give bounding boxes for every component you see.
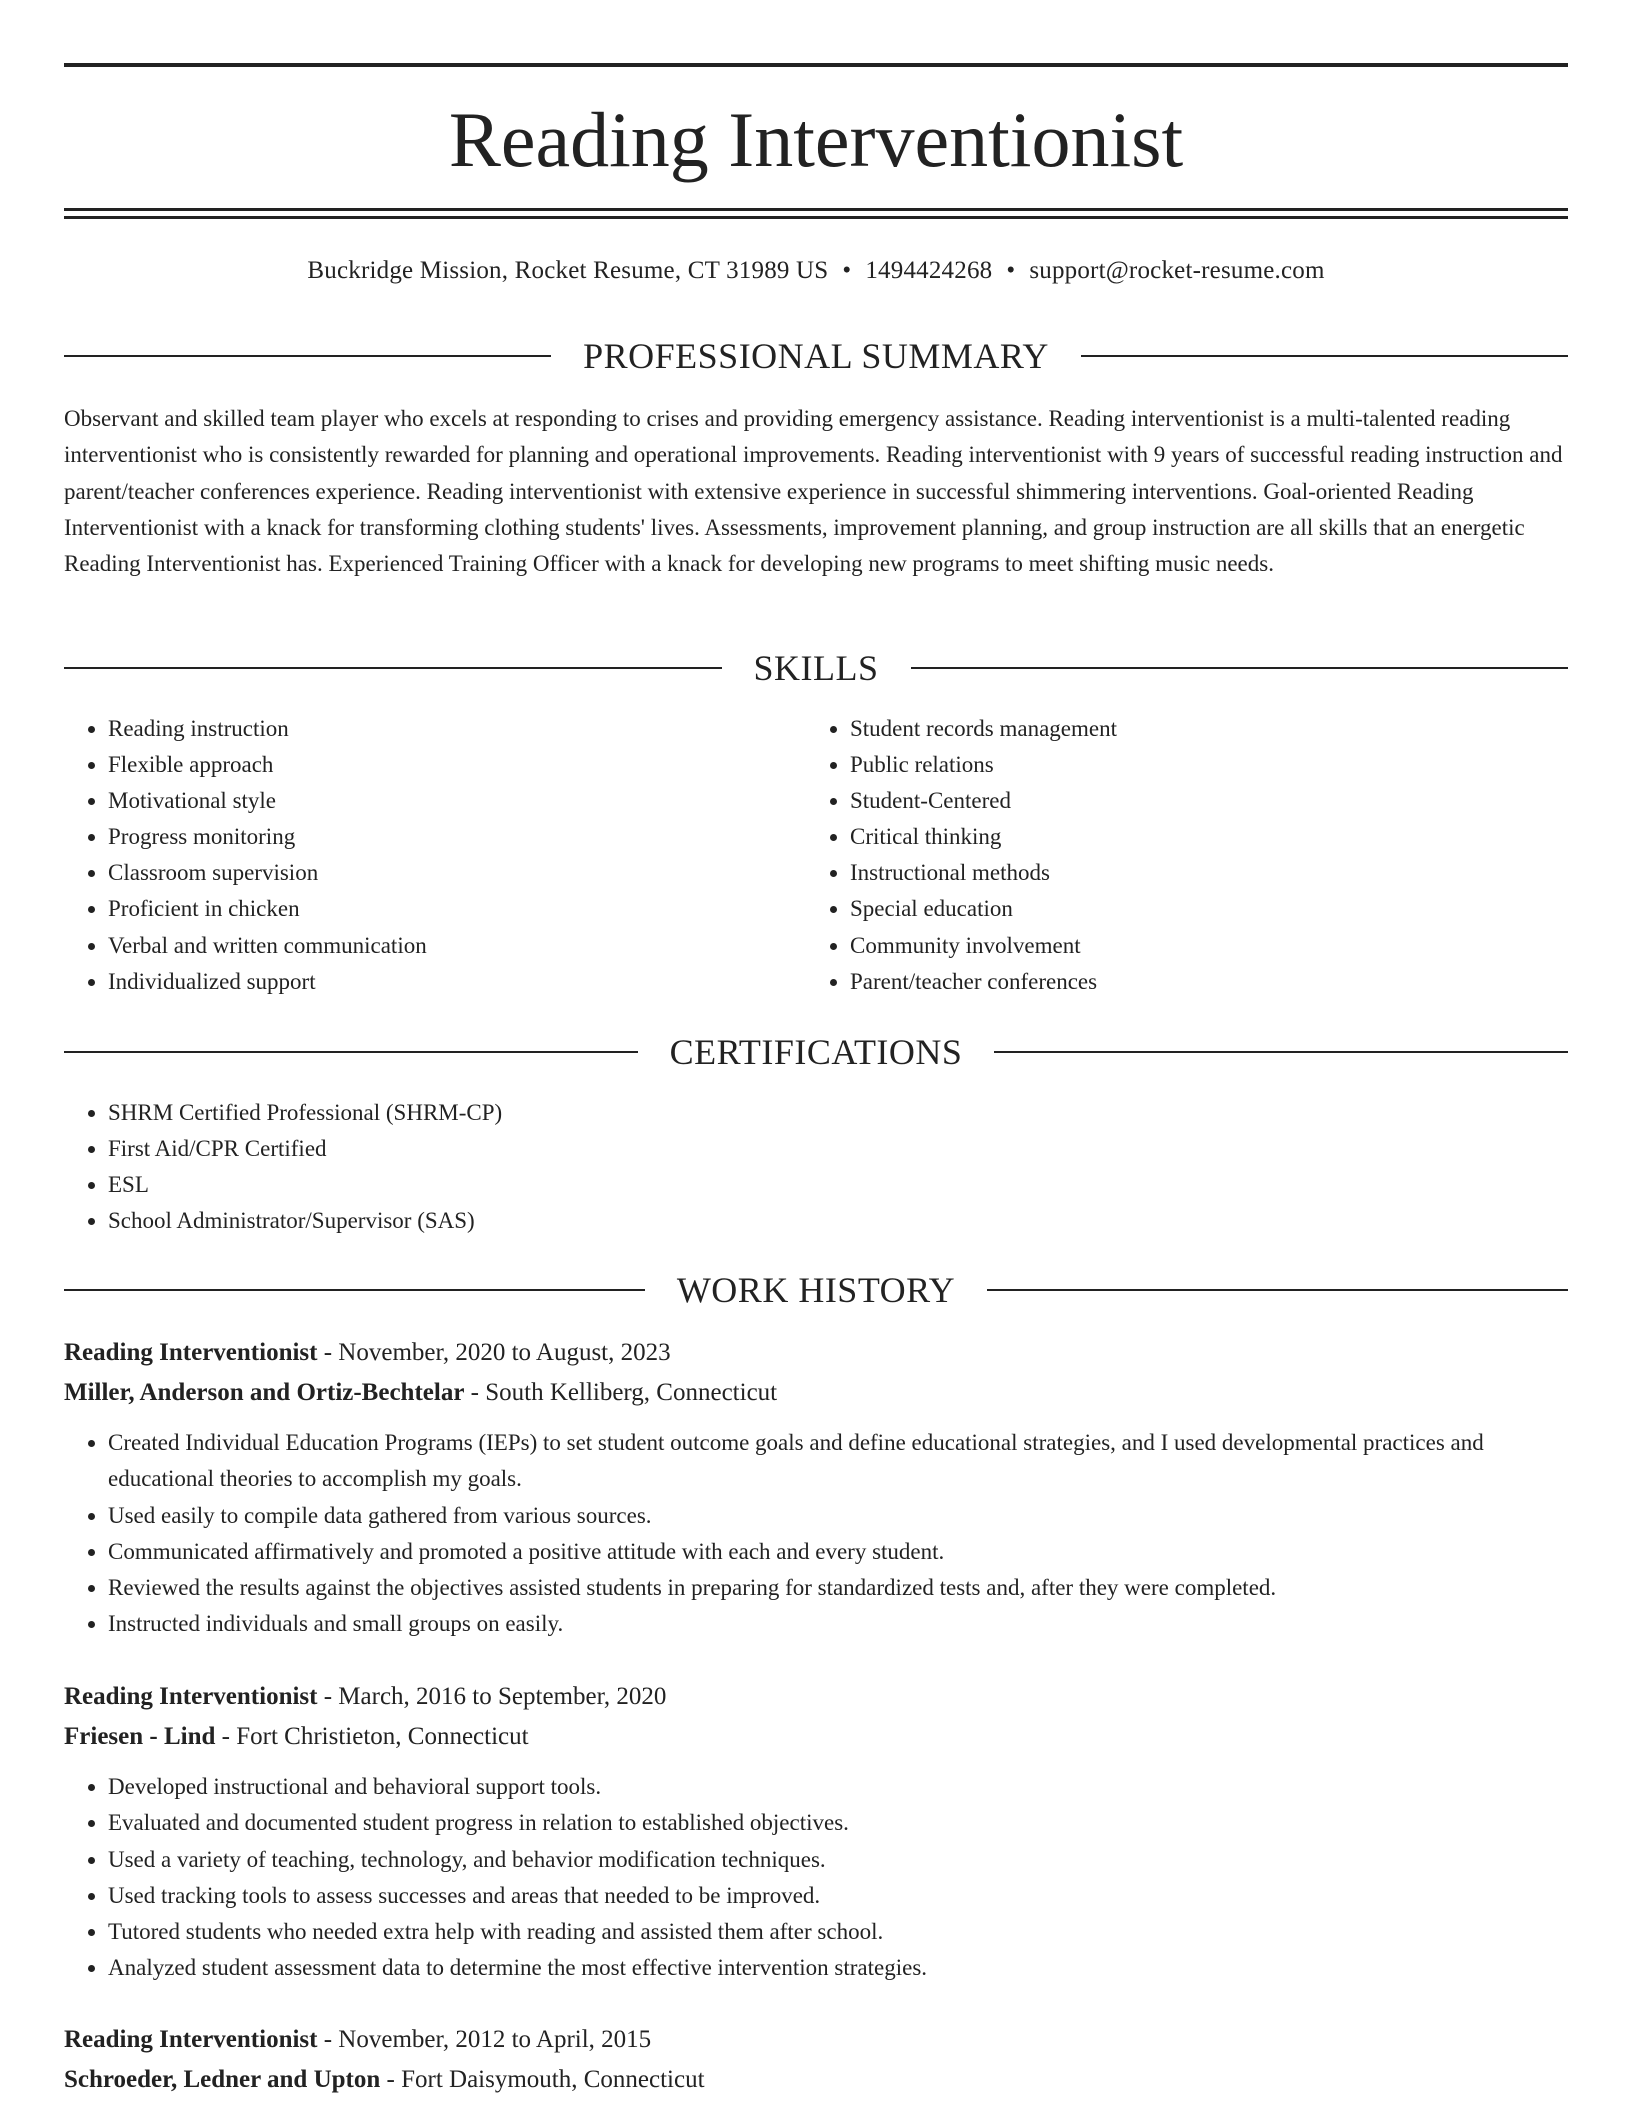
section-heading-summary <box>64 334 1568 378</box>
contact-separator: • <box>842 257 852 284</box>
job-role-line <box>64 1333 1568 1373</box>
double-rule <box>64 208 1568 219</box>
skills-column-right <box>806 711 1548 1000</box>
certification-item: • ESL <box>108 1167 1568 1203</box>
skill-item: • Community involvement <box>850 928 1548 964</box>
job-bullet: • Reviewed the results against the objectives assisted students in preparing for standardized tests and, after they were completed. <box>108 1570 1568 1606</box>
job-bullets <box>64 1425 1568 1643</box>
skill-item: • Parent/teacher conferences <box>850 964 1548 1000</box>
job-company-line <box>64 1373 1568 1413</box>
job-bullet: • Communicated affirmatively and promoted a positive attitude with each and every student. <box>108 1534 1568 1570</box>
skill-item: • Progress monitoring <box>108 819 806 855</box>
skill-item: • Student records management <box>850 711 1548 747</box>
job-company-line <box>64 1717 1568 1757</box>
section-title: SKILLS <box>753 648 879 688</box>
job-dates: - March, 2016 to September, 2020 <box>317 1683 667 1710</box>
contact-email[interactable]: support@rocket-resume.com <box>1029 257 1325 284</box>
contact-separator: • <box>1006 257 1016 284</box>
skill-item: • Critical thinking <box>850 819 1548 855</box>
summary-text: Observant and skilled team player who excels at responding to crises and providing emergency assistance. Reading interventionist is a multi-talented reading interventionist who is consistently rewarded for planning and operational improvements. Reading interventionist with 9 years of successful reading instruction and parent/teacher conferences experience. Reading interventionist with extensive experience in successful shimmering interventions. Goal-oriented Reading Interventionist with a knack for transforming clothing students' lives. Assessments, improvement planning, and group instruction are all skills that an energetic Reading Interventionist has. Experienced Training Officer with a knack for developing new programs to meet shifting music needs. <box>64 406 1563 577</box>
heading-rule <box>64 1289 645 1291</box>
skill-item: • Verbal and written communication <box>108 928 806 964</box>
heading-rule <box>994 1051 1568 1053</box>
job-title: Reading Interventionist <box>64 1683 318 1710</box>
certification-item: • SHRM Certified Professional (SHRM-CP) <box>108 1095 1568 1131</box>
section-title: CERTIFICATIONS <box>669 1032 963 1072</box>
section-title: PROFESSIONAL SUMMARY <box>583 336 1049 376</box>
section-heading-certifications <box>64 1030 1568 1074</box>
skill-item: • Flexible approach <box>108 747 806 783</box>
contact-line <box>64 256 1568 286</box>
job-company-line <box>64 2060 1568 2100</box>
section-heading-work-history <box>64 1268 1568 1312</box>
heading-rule <box>64 1051 638 1053</box>
job-title: Reading Interventionist <box>64 2026 318 2053</box>
skill-item: • Reading instruction <box>108 711 806 747</box>
contact-address: Buckridge Mission, Rocket Resume, CT 31989 US <box>307 257 829 284</box>
job-entry <box>64 2020 1568 2100</box>
skill-item: • Student-Centered <box>850 783 1548 819</box>
job-bullet: • Evaluated and documented student progress in relation to established objectives. <box>108 1805 1568 1841</box>
skill-item: • Special education <box>850 891 1548 927</box>
section-heading-skills <box>64 646 1568 690</box>
job-bullet: • Used tracking tools to assess successes and areas that needed to be improved. <box>108 1878 1568 1914</box>
job-entry <box>64 1333 1568 1643</box>
skill-item: • Public relations <box>850 747 1548 783</box>
skill-item: • Motivational style <box>108 783 806 819</box>
skill-item: • Proficient in chicken <box>108 891 806 927</box>
job-bullet: • Tutored students who needed extra help with reading and assisted them after school. <box>108 1914 1568 1950</box>
job-bullet: • Created Individual Education Programs (IEPs) to set student outcome goals and define educational strategies, and I used developmental practices and educational theories to accomplish my goals. <box>108 1425 1568 1498</box>
job-role-line <box>64 1677 1568 1717</box>
certification-item: • First Aid/CPR Certified <box>108 1131 1568 1167</box>
job-company: Friesen - Lind <box>64 1723 216 1750</box>
job-entry <box>64 1677 1568 1987</box>
job-location: - Fort Christieton, Connecticut <box>215 1723 529 1750</box>
skills-list <box>64 711 1568 1000</box>
skill-item: • Instructional methods <box>850 855 1548 891</box>
skill-item: • Classroom supervision <box>108 855 806 891</box>
job-bullet: • Analyzed student assessment data to determine the most effective intervention strategies. <box>108 1950 1568 1986</box>
job-role-line <box>64 2020 1568 2060</box>
job-title: Reading Interventionist <box>64 1339 318 1366</box>
job-bullet: • Used easily to compile data gathered from various sources. <box>108 1498 1568 1534</box>
heading-rule <box>1081 355 1568 357</box>
heading-rule <box>987 1289 1568 1291</box>
heading-rule <box>911 667 1569 669</box>
heading-rule <box>64 667 722 669</box>
job-company: Schroeder, Ledner and Upton <box>64 2066 381 2093</box>
skills-column-left <box>64 711 806 1000</box>
top-rule <box>64 63 1568 67</box>
job-bullets <box>64 1769 1568 1987</box>
certifications-list <box>64 1095 1568 1239</box>
job-company: Miller, Anderson and Ortiz-Bechtelar <box>64 1379 465 1406</box>
job-location: - Fort Daisymouth, Connecticut <box>380 2066 705 2093</box>
resume-name: Reading Interventionist <box>448 96 1184 183</box>
skill-item: • Individualized support <box>108 964 806 1000</box>
job-dates: - November, 2020 to August, 2023 <box>317 1339 671 1366</box>
section-title: WORK HISTORY <box>676 1270 956 1310</box>
job-bullet: • Used a variety of teaching, technology, and behavior modification techniques. <box>108 1842 1568 1878</box>
job-bullet: • Developed instructional and behavioral support tools. <box>108 1769 1568 1805</box>
heading-rule <box>64 355 551 357</box>
job-location: - South Kelliberg, Connecticut <box>464 1379 778 1406</box>
contact-phone: 1494424268 <box>865 257 993 284</box>
job-bullet: • Instructed individuals and small groups on easily. <box>108 1606 1568 1642</box>
job-dates: - November, 2012 to April, 2015 <box>317 2026 652 2053</box>
certification-item: • School Administrator/Supervisor (SAS) <box>108 1203 1568 1239</box>
